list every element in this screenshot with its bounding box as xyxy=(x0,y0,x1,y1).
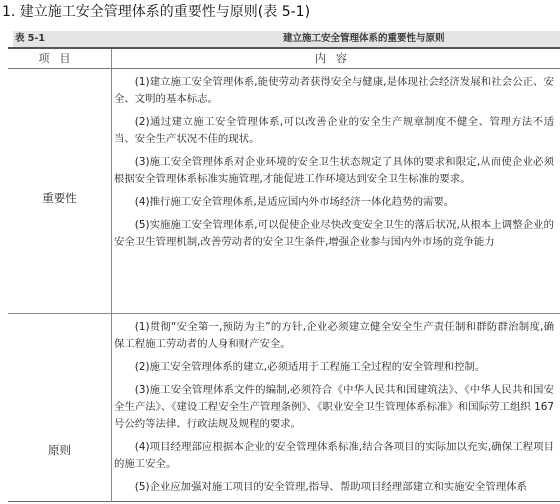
list-item: (2)施工安全管理体系的建立,必须适用于工程施工全过程的安全管理和控制。 xyxy=(134,361,486,373)
row-label-importance: 重要性 xyxy=(42,191,77,205)
column-header-item: 项目 xyxy=(38,52,81,65)
list-item: (5)企业应加强对施工项目的安全管理,指导、帮助项目经理部建立和实施安全管理体系 xyxy=(134,481,527,493)
importance-items xyxy=(114,74,554,257)
table-caption: 建立施工安全管理体系的重要性与原则 xyxy=(283,33,445,44)
list-item: (5)实施施工安全管理体系,可以促使企业尽快改变安全卫生的落后状况,从根本上调整企业的安全卫生管理机制,改善劳动者的安全卫生条件,增强企业参与国内外市场的竞争能力 xyxy=(114,219,554,248)
list-item: (1)贯彻“安全第一,预防为主”的方针,企业必须建立健全安全生产责任制和群防群治制度,确保工程施工劳动者的人身和财产安全。 xyxy=(114,321,554,350)
row-label-principles: 原则 xyxy=(48,443,71,457)
list-item: (4)项目经理部应根据本企业的安全管理体系标准,结合各项目的实际加以充实,确保工程项目的施工安全。 xyxy=(114,441,554,470)
table-number: 表 5-1 xyxy=(15,33,45,44)
list-item: (4)推行施工安全管理体系,是适应国内外市场经济一体化趋势的需要。 xyxy=(134,196,455,208)
list-item: (1)建立施工安全管理体系,能使劳动者获得安全与健康,是体现社会经济发展和社会公正、安全、文明的基本标志。 xyxy=(114,76,554,105)
principles-items xyxy=(114,319,554,502)
table-caption-bar xyxy=(13,31,560,47)
column-header-content: 内容 xyxy=(315,52,357,65)
table-row-importance xyxy=(8,69,560,314)
table-header-row xyxy=(8,49,560,69)
table-row-principles xyxy=(8,314,560,502)
section-heading: 1. 建立施工安全管理体系的重要性与原则(表 5-1) xyxy=(2,4,311,20)
list-item: (3)施工安全管理体系对企业环境的安全卫生状态规定了具体的要求和限定,从而使企业必须根据安全管理体系标准实施管理,才能促进工作环境达到安全卫生标准的要求。 xyxy=(114,156,554,185)
principles-table xyxy=(8,47,560,502)
list-item: (2)通过建立施工安全管理体系,可以改善企业的安全生产规章制度不健全、管理方法不适当、安全生产状况不佳的现状。 xyxy=(114,116,554,145)
list-item: (3)施工安全管理体系文件的编制,必须符合《中华人民共和国建筑法》、《中华人民共和国安全生产法》、《建设工程安全生产管理条例》、《职业安全卫生管理体系标准》和国际劳工组织 167 号公约等法律、行政法规及规程的要求。 xyxy=(114,384,554,430)
